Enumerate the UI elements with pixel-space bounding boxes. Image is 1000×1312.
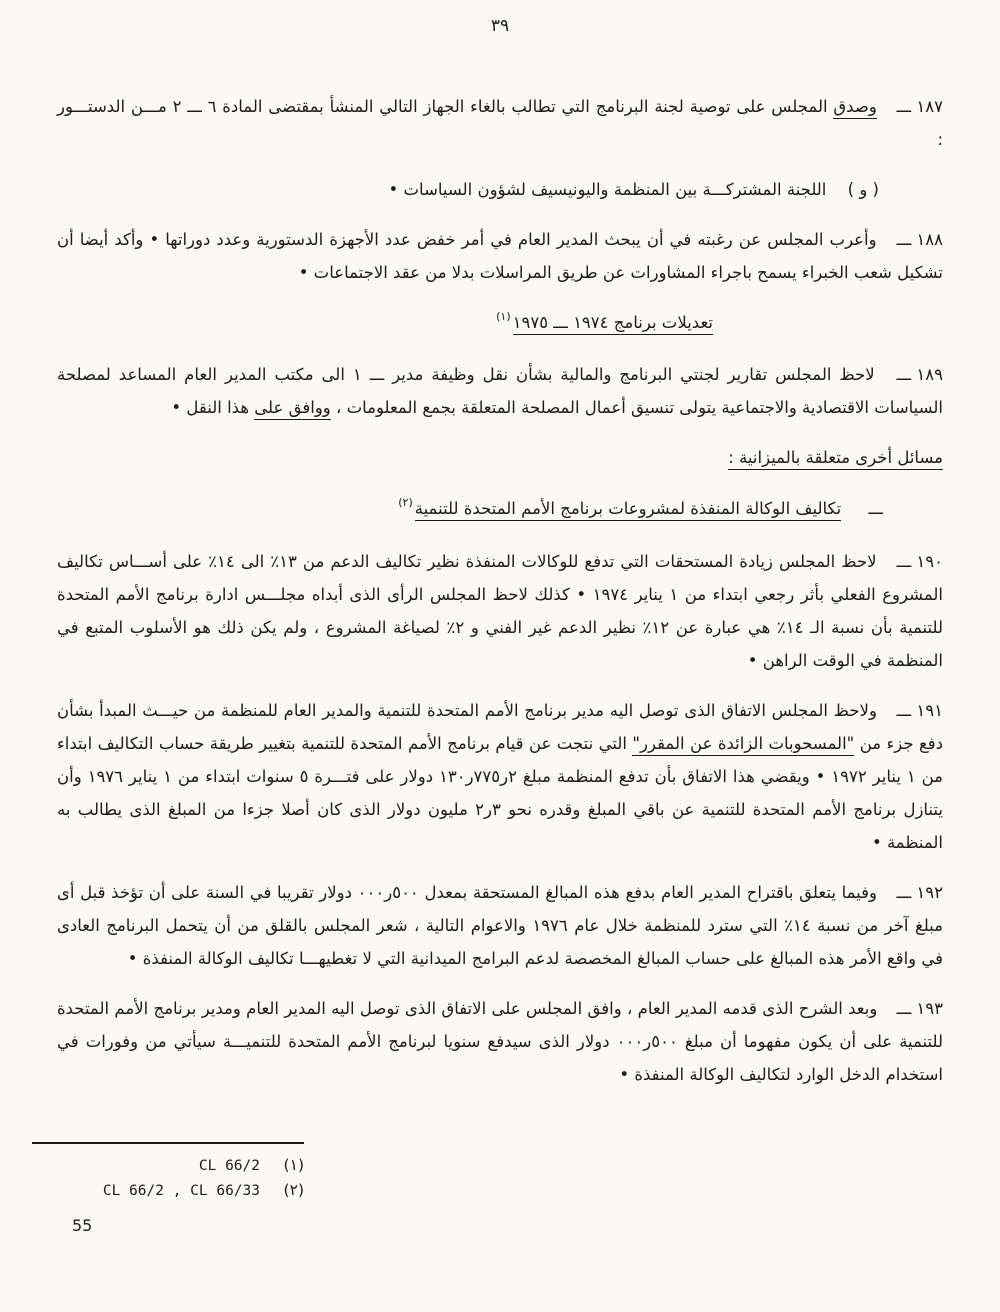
footnote-row-1: [32, 1156, 304, 1174]
paragraph-193-text: وبعد الشرح الذى قدمه المدير العام ، وافق المجلس على الاتفاق الذى توصل اليه المدير العام ومدير برنامج الأمم المتحدة للتنمية على أن يكون مفهوما أن مبلغ ٥٠٠ر٠٠٠ دولار الذى سيدفع سنويا لبرنامج الأمم المتحدة للتنميـــة سيأتي من وفورات في استخدام الدخل الوارد لتكاليف الوكالة المنفذة •: [57, 999, 944, 1084]
paragraph-191-text-after: التي نتجت عن قيام برنامج الأمم المتحدة للتنمية بتغيير طريقة حساب التكاليف ابتداء من ١ يناير ١٩٧٢ • ويقضي هذا الاتفاق بأن تدفع المنظمة مبلغ ٢ر٧٧٥ر١٣٠ دولار على فتـــرة ٥ سنوات ابتداء من ١ يناير ١٩٧٦ وأن يتنازل برنامج الأمم المتحدة للتنمية عن باقي المبلغ وقدره نحو ٣ر٢ مليون دولار الذى كان أصلا جزءا من المبلغ الذى يطالب به المنظمة •: [57, 734, 944, 852]
section-heading-program-amendments-title: تعديلات برنامج ١٩٧٤ ـــ ١٩٧٥: [513, 313, 713, 335]
paragraph-192: [57, 876, 943, 975]
paragraph-190-number: ١٩٠ ـــ: [896, 552, 943, 571]
paragraph-187-text: المجلس على توصية لجنة البرنامج التي تطالب بالغاء الجهاز التالي المنشأ بمقتضى المادة ٦ ـــ ٢ مـــن الدستـــور :: [57, 97, 943, 149]
footnote-row-2: [32, 1181, 304, 1199]
paragraph-187-underlined-word: وصدق: [833, 97, 876, 119]
subsection-heading-agency-costs: [57, 492, 883, 525]
paragraph-189-text-before: لاحظ المجلس تقارير لجنتي البرنامج والمالية بشأن نقل وظيفة مدير ـــ ١ الى مكتب المدير العام المساعد لمصلحة السياسات الاقتصادية والاجتماعية يتولى تنسيق أعمال المصلحة المتعلقة بجمع المعلومات ،: [57, 365, 943, 417]
footnote-1-reference: CL 66/2: [198, 1158, 260, 1174]
paragraph-191: [57, 694, 943, 859]
paragraph-189-number: ١٨٩ ـــ: [896, 365, 943, 384]
paragraph-188-number: ١٨٨ ـــ: [896, 230, 943, 249]
subsection-dash: ـــ: [868, 499, 883, 518]
footnote-2-marker: (٢): [283, 1181, 304, 1199]
paragraph-192-number: ١٩٢ ـــ: [896, 883, 943, 902]
page-number-top: ٣٩: [490, 16, 510, 36]
paragraph-193: [57, 992, 943, 1091]
section-heading-other-budget-matters-title: مسائل أخرى متعلقة بالميزانية :: [728, 448, 943, 470]
footnote-reference-2: (٢): [398, 495, 413, 509]
page-number-bottom: 55: [72, 1216, 93, 1235]
paragraph-190-text: لاحظ المجلس زيادة المستحقات التي تدفع للوكالات المنفذة نظير تكاليف الدعم من ١٣٪ الى ١٤٪ على أســـاس تكاليف المشروع الفعلي بأثر رجعي ابتداء من ١ يناير ١٩٧٤ • كذلك لاحظ المجلس الرأى الذى أبداه مجلـــس ادارة برنامج الأمم المتحدة للتنمية بأن نسبة الـ ١٤٪ هي عبارة عن ١٢٪ نظير الدعم غير الفني و ٢٪ لصياغة المشروع ، ولم يكن ذلك هو الأسلوب المتبع في المنظمة في الوقت الراهن •: [57, 552, 944, 670]
paragraph-189-underlined-phrase: ووافق على: [254, 398, 330, 420]
footnote-2-reference: CL 66/2 , CL 66/33: [102, 1183, 260, 1199]
section-heading-other-budget-matters: [57, 441, 943, 474]
paragraph-191-number: ١٩١ ـــ: [896, 701, 943, 720]
footnotes-block: [32, 1142, 304, 1206]
footnote-1-marker: (١): [283, 1156, 304, 1174]
paragraph-188: [57, 223, 943, 289]
list-item-waw: [57, 173, 879, 206]
footnote-separator-line: [32, 1142, 304, 1144]
paragraph-190: [57, 545, 943, 677]
paragraph-192-text: وفيما يتعلق باقتراح المدير العام بدفع هذه المبالغ المستحقة بمعدل ٥٠٠ر٠٠٠ دولار تقريبا في السنة على أن تؤخذ قبل أى مبلغ آخر من نسبة ١٤٪ التي سترد للمنظمة خلال عام ١٩٧٦ والاعوام التالية ، شعر المجلس بالقلق من أن يتحمل البرنامج العادى في واقع الأمر هذه المبالغ على حساب المبالغ المخصصة لدعم البرامج الميدانية التي لا تغطيهـــا تكاليف الوكالة المنفذة •: [57, 883, 944, 968]
list-item-waw-marker: ( و ): [847, 180, 879, 199]
paragraph-191-quoted-phrase: "المسحوبات الزائدة عن المقرر": [632, 734, 854, 756]
subsection-heading-agency-costs-title: تكاليف الوكالة المنفذة لمشروعات برنامج الأمم المتحدة للتنمية: [415, 499, 842, 521]
section-heading-program-amendments: [57, 306, 713, 339]
paragraph-191-text-before: ولاحظ المجلس الاتفاق الذى توصل اليه مدير برنامج الأمم المتحدة للتنمية والمدير العام للمنظمة من حيـــث المبدأ بشأن دفع جزء من: [57, 701, 944, 753]
list-item-waw-text: اللجنة المشتركـــة بين المنظمة واليونيسيف لشؤون السياسات •: [388, 180, 827, 199]
paragraph-193-number: ١٩٣ ـــ: [896, 999, 943, 1018]
paragraph-188-text: وأعرب المجلس عن رغبته في أن يبحث المدير العام في أمر خفض عدد الأجهزة الدستورية وعدد دوراتها • وأكد أيضا أن تشكيل شعب الخبراء يسمح باجراء المشاورات عن طريق المراسلات بدلا من عقد الاجتماعات •: [57, 230, 943, 282]
paragraph-187: [57, 90, 943, 156]
paragraph-189: [57, 358, 943, 424]
footnote-reference-1: (١): [496, 309, 511, 323]
paragraph-189-text-after: هذا النقل •: [171, 398, 250, 417]
paragraph-187-number: ١٨٧ ـــ: [896, 97, 943, 116]
